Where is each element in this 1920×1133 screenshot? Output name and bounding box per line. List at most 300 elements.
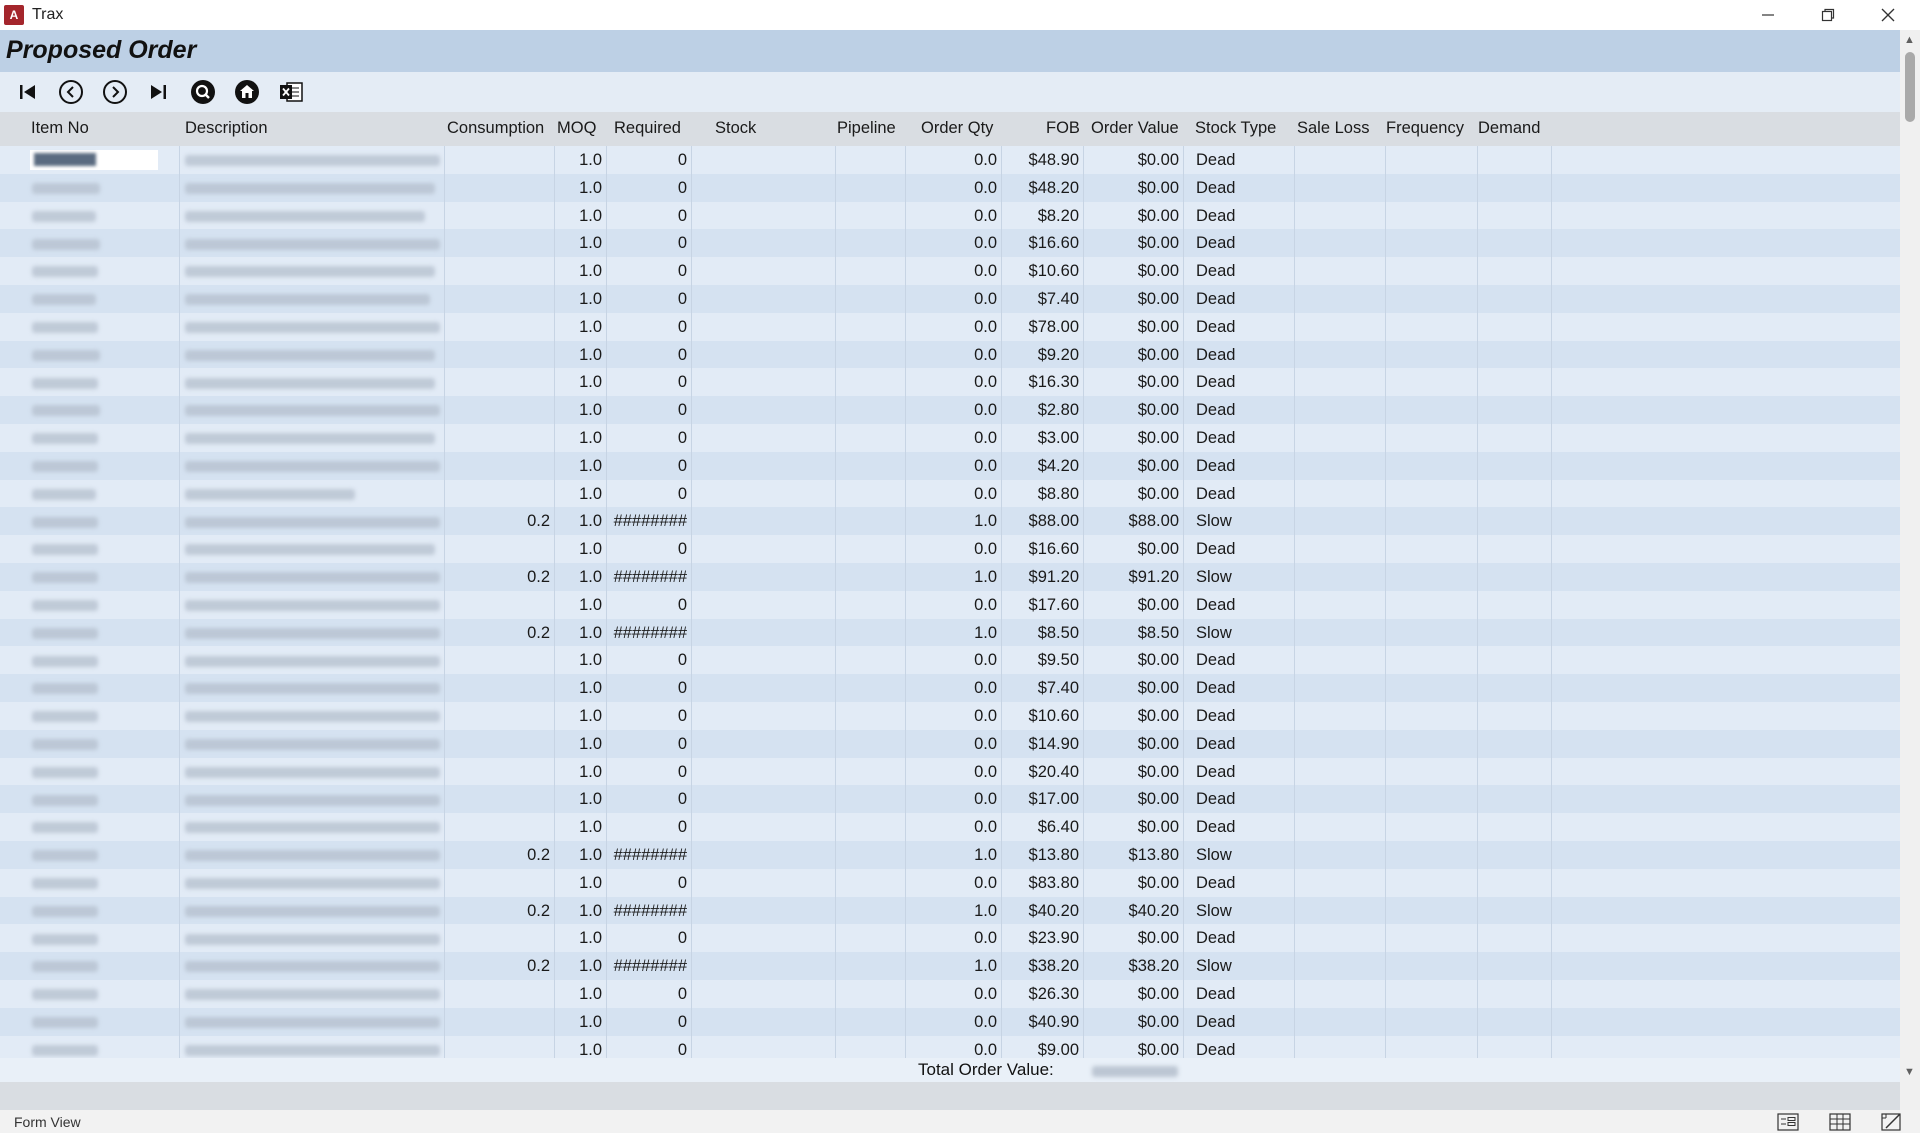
cell-description[interactable] — [180, 285, 445, 313]
cell-order-value[interactable]: $0.00 — [1084, 758, 1184, 786]
cell-stock-type[interactable]: Dead — [1192, 202, 1295, 230]
cell-required[interactable]: 0 — [611, 702, 692, 730]
cell-stock[interactable] — [716, 341, 836, 369]
cell-order-value[interactable]: $0.00 — [1084, 424, 1184, 452]
cell-consumption[interactable] — [445, 980, 555, 1008]
cell-sale-loss[interactable] — [1295, 480, 1386, 508]
cell-description[interactable] — [180, 507, 445, 535]
cell-consumption[interactable] — [445, 285, 555, 313]
cell-frequency[interactable] — [1386, 396, 1478, 424]
cell-moq[interactable]: 1.0 — [555, 341, 607, 369]
cell-required[interactable]: ######## — [611, 952, 692, 980]
cell-description[interactable] — [180, 619, 445, 647]
cell-consumption[interactable]: 0.2 — [445, 507, 555, 535]
cell-stock[interactable] — [716, 563, 836, 591]
cell-frequency[interactable] — [1386, 480, 1478, 508]
cell-order-qty[interactable]: 0.0 — [906, 285, 1002, 313]
cell-pipeline[interactable] — [836, 980, 906, 1008]
cell-moq[interactable]: 1.0 — [555, 507, 607, 535]
cell-description[interactable] — [180, 202, 445, 230]
cell-stock-type[interactable]: Dead — [1192, 480, 1295, 508]
cell-stock[interactable] — [716, 730, 836, 758]
cell-item-no[interactable] — [0, 313, 180, 341]
cell-order-value[interactable]: $0.00 — [1084, 730, 1184, 758]
cell-description[interactable] — [180, 146, 445, 174]
cell-item-no[interactable] — [0, 924, 180, 952]
cell-moq[interactable]: 1.0 — [555, 535, 607, 563]
cell-demand[interactable] — [1478, 563, 1552, 591]
cell-description[interactable] — [180, 952, 445, 980]
cell-description[interactable] — [180, 1008, 445, 1036]
cell-item-no[interactable] — [0, 174, 180, 202]
table-row[interactable] — [0, 674, 1900, 702]
cell-description[interactable] — [180, 313, 445, 341]
cell-stock-type[interactable]: Dead — [1192, 646, 1295, 674]
cell-fob[interactable]: $13.80 — [1002, 841, 1084, 869]
column-header-item-no[interactable]: Item No — [31, 119, 89, 137]
cell-fob[interactable]: $10.60 — [1002, 257, 1084, 285]
cell-demand[interactable] — [1478, 980, 1552, 1008]
cell-frequency[interactable] — [1386, 452, 1478, 480]
cell-item-no[interactable] — [0, 785, 180, 813]
cell-order-qty[interactable]: 1.0 — [906, 619, 1002, 647]
cell-demand[interactable] — [1478, 396, 1552, 424]
cell-description[interactable] — [180, 869, 445, 897]
cell-demand[interactable] — [1478, 1008, 1552, 1036]
cell-sale-loss[interactable] — [1295, 257, 1386, 285]
cell-order-value[interactable]: $0.00 — [1084, 452, 1184, 480]
cell-stock-type[interactable]: Dead — [1192, 146, 1295, 174]
cell-order-value[interactable]: $13.80 — [1084, 841, 1184, 869]
cell-required[interactable]: 0 — [611, 785, 692, 813]
cell-order-qty[interactable]: 0.0 — [906, 396, 1002, 424]
cell-pipeline[interactable] — [836, 646, 906, 674]
cell-fob[interactable]: $2.80 — [1002, 396, 1084, 424]
cell-demand[interactable] — [1478, 452, 1552, 480]
cell-order-qty[interactable]: 0.0 — [906, 646, 1002, 674]
column-header-pipeline[interactable]: Pipeline — [837, 119, 896, 137]
cell-pipeline[interactable] — [836, 480, 906, 508]
table-row[interactable] — [0, 841, 1900, 869]
cell-stock[interactable] — [716, 619, 836, 647]
cell-order-qty[interactable]: 0.0 — [906, 424, 1002, 452]
cell-moq[interactable]: 1.0 — [555, 229, 607, 257]
cell-frequency[interactable] — [1386, 591, 1478, 619]
cell-stock-type[interactable]: Dead — [1192, 285, 1295, 313]
cell-item-no[interactable] — [0, 396, 180, 424]
cell-order-qty[interactable]: 0.0 — [906, 480, 1002, 508]
cell-frequency[interactable] — [1386, 507, 1478, 535]
cell-order-qty[interactable]: 0.0 — [906, 785, 1002, 813]
cell-pipeline[interactable] — [836, 952, 906, 980]
cell-description[interactable] — [180, 702, 445, 730]
table-row[interactable] — [0, 980, 1900, 1008]
table-row[interactable] — [0, 897, 1900, 925]
cell-consumption[interactable] — [445, 341, 555, 369]
design-view-button[interactable] — [1880, 1112, 1904, 1132]
form-view-button[interactable] — [1776, 1112, 1800, 1132]
cell-stock-type[interactable]: Slow — [1192, 841, 1295, 869]
cell-moq[interactable]: 1.0 — [555, 758, 607, 786]
cell-stock[interactable] — [716, 313, 836, 341]
cell-consumption[interactable]: 0.2 — [445, 952, 555, 980]
cell-item-no[interactable] — [0, 535, 180, 563]
cell-moq[interactable]: 1.0 — [555, 924, 607, 952]
cell-frequency[interactable] — [1386, 174, 1478, 202]
cell-required[interactable]: ######## — [611, 619, 692, 647]
cell-description[interactable] — [180, 257, 445, 285]
column-header-order-value[interactable]: Order Value — [1091, 119, 1179, 137]
cell-sale-loss[interactable] — [1295, 924, 1386, 952]
cell-stock-type[interactable]: Dead — [1192, 758, 1295, 786]
cell-frequency[interactable] — [1386, 813, 1478, 841]
cell-moq[interactable]: 1.0 — [555, 591, 607, 619]
cell-sale-loss[interactable] — [1295, 869, 1386, 897]
cell-item-no[interactable] — [0, 841, 180, 869]
cell-stock[interactable] — [716, 396, 836, 424]
cell-order-qty[interactable]: 0.0 — [906, 452, 1002, 480]
cell-required[interactable]: ######## — [611, 507, 692, 535]
cell-required[interactable]: 0 — [611, 341, 692, 369]
cell-item-no[interactable] — [0, 285, 180, 313]
cell-fob[interactable]: $17.00 — [1002, 785, 1084, 813]
cell-required[interactable]: ######## — [611, 841, 692, 869]
cell-stock-type[interactable]: Slow — [1192, 619, 1295, 647]
cell-frequency[interactable] — [1386, 146, 1478, 174]
cell-moq[interactable]: 1.0 — [555, 452, 607, 480]
column-header-moq[interactable]: MOQ — [557, 119, 597, 137]
cell-stock-type[interactable]: Dead — [1192, 229, 1295, 257]
cell-required[interactable]: ######## — [611, 563, 692, 591]
cell-consumption[interactable] — [445, 730, 555, 758]
cell-stock[interactable] — [716, 591, 836, 619]
cell-frequency[interactable] — [1386, 1008, 1478, 1036]
cell-sale-loss[interactable] — [1295, 702, 1386, 730]
cell-frequency[interactable] — [1386, 535, 1478, 563]
cell-consumption[interactable] — [445, 1008, 555, 1036]
cell-stock-type[interactable]: Dead — [1192, 813, 1295, 841]
cell-order-value[interactable]: $0.00 — [1084, 341, 1184, 369]
cell-demand[interactable] — [1478, 285, 1552, 313]
cell-stock-type[interactable]: Dead — [1192, 452, 1295, 480]
cell-pipeline[interactable] — [836, 285, 906, 313]
cell-description[interactable] — [180, 646, 445, 674]
cell-description[interactable] — [180, 229, 445, 257]
cell-order-value[interactable]: $0.00 — [1084, 813, 1184, 841]
cell-item-no[interactable] — [0, 869, 180, 897]
cell-order-qty[interactable]: 0.0 — [906, 813, 1002, 841]
cell-stock-type[interactable]: Dead — [1192, 424, 1295, 452]
cell-fob[interactable]: $9.20 — [1002, 341, 1084, 369]
cell-required[interactable]: 0 — [611, 674, 692, 702]
cell-stock[interactable] — [716, 535, 836, 563]
cell-item-no[interactable] — [0, 702, 180, 730]
cell-moq[interactable]: 1.0 — [555, 1036, 607, 1058]
cell-sale-loss[interactable] — [1295, 1008, 1386, 1036]
cell-sale-loss[interactable] — [1295, 174, 1386, 202]
cell-moq[interactable]: 1.0 — [555, 619, 607, 647]
cell-sale-loss[interactable] — [1295, 980, 1386, 1008]
search-button[interactable] — [188, 77, 218, 107]
cell-pipeline[interactable] — [836, 368, 906, 396]
cell-consumption[interactable] — [445, 229, 555, 257]
cell-fob[interactable]: $7.40 — [1002, 285, 1084, 313]
cell-pipeline[interactable] — [836, 897, 906, 925]
cell-description[interactable] — [180, 396, 445, 424]
cell-sale-loss[interactable] — [1295, 341, 1386, 369]
cell-consumption[interactable] — [445, 646, 555, 674]
cell-stock[interactable] — [716, 897, 836, 925]
cell-sale-loss[interactable] — [1295, 952, 1386, 980]
cell-fob[interactable]: $40.90 — [1002, 1008, 1084, 1036]
cell-consumption[interactable] — [445, 869, 555, 897]
cell-description[interactable] — [180, 563, 445, 591]
cell-order-value[interactable]: $0.00 — [1084, 535, 1184, 563]
cell-description[interactable] — [180, 368, 445, 396]
cell-pipeline[interactable] — [836, 146, 906, 174]
cell-sale-loss[interactable] — [1295, 368, 1386, 396]
cell-pipeline[interactable] — [836, 396, 906, 424]
cell-required[interactable]: 0 — [611, 285, 692, 313]
cell-frequency[interactable] — [1386, 952, 1478, 980]
cell-sale-loss[interactable] — [1295, 563, 1386, 591]
cell-stock-type[interactable]: Dead — [1192, 980, 1295, 1008]
cell-demand[interactable] — [1478, 646, 1552, 674]
cell-demand[interactable] — [1478, 924, 1552, 952]
table-row[interactable] — [0, 730, 1900, 758]
cell-moq[interactable]: 1.0 — [555, 1008, 607, 1036]
cell-demand[interactable] — [1478, 313, 1552, 341]
cell-pipeline[interactable] — [836, 452, 906, 480]
cell-fob[interactable]: $3.00 — [1002, 424, 1084, 452]
table-row[interactable] — [0, 285, 1900, 313]
cell-item-no[interactable] — [0, 619, 180, 647]
cell-description[interactable] — [180, 897, 445, 925]
table-row[interactable] — [0, 785, 1900, 813]
cell-order-qty[interactable]: 0.0 — [906, 980, 1002, 1008]
cell-order-qty[interactable]: 0.0 — [906, 174, 1002, 202]
cell-demand[interactable] — [1478, 785, 1552, 813]
cell-consumption[interactable] — [445, 313, 555, 341]
last-record-button[interactable] — [144, 77, 174, 107]
cell-order-qty[interactable]: 1.0 — [906, 952, 1002, 980]
cell-moq[interactable]: 1.0 — [555, 646, 607, 674]
cell-fob[interactable]: $40.20 — [1002, 897, 1084, 925]
cell-consumption[interactable] — [445, 368, 555, 396]
cell-description[interactable] — [180, 535, 445, 563]
cell-required[interactable]: ######## — [611, 897, 692, 925]
cell-stock-type[interactable]: Dead — [1192, 174, 1295, 202]
cell-stock[interactable] — [716, 285, 836, 313]
cell-fob[interactable]: $8.50 — [1002, 619, 1084, 647]
column-header-required[interactable]: Required — [614, 119, 681, 137]
cell-description[interactable] — [180, 480, 445, 508]
cell-sale-loss[interactable] — [1295, 452, 1386, 480]
cell-moq[interactable]: 1.0 — [555, 257, 607, 285]
cell-frequency[interactable] — [1386, 841, 1478, 869]
cell-description[interactable] — [180, 924, 445, 952]
cell-consumption[interactable]: 0.2 — [445, 563, 555, 591]
cell-order-value[interactable]: $0.00 — [1084, 202, 1184, 230]
cell-stock[interactable] — [716, 1036, 836, 1058]
cell-pipeline[interactable] — [836, 674, 906, 702]
cell-required[interactable]: 0 — [611, 730, 692, 758]
cell-description[interactable] — [180, 785, 445, 813]
cell-order-qty[interactable]: 0.0 — [906, 146, 1002, 174]
cell-stock-type[interactable]: Dead — [1192, 785, 1295, 813]
cell-fob[interactable]: $7.40 — [1002, 674, 1084, 702]
cell-order-qty[interactable]: 1.0 — [906, 563, 1002, 591]
cell-description[interactable] — [180, 591, 445, 619]
cell-moq[interactable]: 1.0 — [555, 396, 607, 424]
table-row[interactable] — [0, 563, 1900, 591]
cell-required[interactable]: 0 — [611, 396, 692, 424]
cell-frequency[interactable] — [1386, 285, 1478, 313]
cell-order-qty[interactable]: 0.0 — [906, 924, 1002, 952]
cell-sale-loss[interactable] — [1295, 146, 1386, 174]
cell-fob[interactable]: $8.20 — [1002, 202, 1084, 230]
cell-sale-loss[interactable] — [1295, 674, 1386, 702]
cell-sale-loss[interactable] — [1295, 619, 1386, 647]
cell-order-qty[interactable]: 0.0 — [906, 202, 1002, 230]
table-row[interactable] — [0, 341, 1900, 369]
cell-pipeline[interactable] — [836, 1008, 906, 1036]
table-row[interactable] — [0, 758, 1900, 786]
cell-frequency[interactable] — [1386, 897, 1478, 925]
cell-demand[interactable] — [1478, 507, 1552, 535]
cell-sale-loss[interactable] — [1295, 813, 1386, 841]
cell-item-no[interactable] — [0, 980, 180, 1008]
cell-demand[interactable] — [1478, 424, 1552, 452]
cell-demand[interactable] — [1478, 813, 1552, 841]
cell-required[interactable]: 0 — [611, 813, 692, 841]
cell-frequency[interactable] — [1386, 563, 1478, 591]
cell-order-value[interactable]: $0.00 — [1084, 646, 1184, 674]
cell-frequency[interactable] — [1386, 869, 1478, 897]
cell-stock-type[interactable]: Dead — [1192, 341, 1295, 369]
cell-stock[interactable] — [716, 646, 836, 674]
cell-order-value[interactable]: $38.20 — [1084, 952, 1184, 980]
cell-required[interactable]: 0 — [611, 480, 692, 508]
cell-sale-loss[interactable] — [1295, 758, 1386, 786]
cell-frequency[interactable] — [1386, 341, 1478, 369]
cell-demand[interactable] — [1478, 202, 1552, 230]
cell-fob[interactable]: $9.50 — [1002, 646, 1084, 674]
cell-fob[interactable]: $48.20 — [1002, 174, 1084, 202]
cell-required[interactable]: 0 — [611, 229, 692, 257]
cell-frequency[interactable] — [1386, 229, 1478, 257]
cell-fob[interactable]: $14.90 — [1002, 730, 1084, 758]
cell-description[interactable] — [180, 841, 445, 869]
table-row[interactable] — [0, 313, 1900, 341]
table-row[interactable] — [0, 1008, 1900, 1036]
cell-order-value[interactable]: $0.00 — [1084, 368, 1184, 396]
cell-item-no[interactable] — [0, 1036, 180, 1058]
cell-order-qty[interactable]: 0.0 — [906, 368, 1002, 396]
cell-stock-type[interactable]: Dead — [1192, 535, 1295, 563]
cell-pipeline[interactable] — [836, 758, 906, 786]
cell-item-no[interactable] — [0, 257, 180, 285]
cell-order-value[interactable]: $0.00 — [1084, 924, 1184, 952]
cell-demand[interactable] — [1478, 368, 1552, 396]
cell-description[interactable] — [180, 1036, 445, 1058]
cell-item-no[interactable] — [0, 813, 180, 841]
scroll-down-arrow-icon[interactable]: ▼ — [1904, 1066, 1915, 1078]
cell-sale-loss[interactable] — [1295, 730, 1386, 758]
restore-button[interactable] — [1798, 0, 1858, 30]
cell-consumption[interactable]: 0.2 — [445, 619, 555, 647]
cell-demand[interactable] — [1478, 869, 1552, 897]
cell-stock[interactable] — [716, 758, 836, 786]
cell-fob[interactable]: $8.80 — [1002, 480, 1084, 508]
cell-pipeline[interactable] — [836, 313, 906, 341]
cell-item-no[interactable] — [0, 452, 180, 480]
cell-order-value[interactable]: $40.20 — [1084, 897, 1184, 925]
table-row[interactable] — [0, 368, 1900, 396]
cell-item-no[interactable] — [0, 952, 180, 980]
cell-fob[interactable]: $16.30 — [1002, 368, 1084, 396]
cell-consumption[interactable] — [445, 924, 555, 952]
cell-pipeline[interactable] — [836, 424, 906, 452]
cell-demand[interactable] — [1478, 257, 1552, 285]
cell-pipeline[interactable] — [836, 869, 906, 897]
cell-required[interactable]: 0 — [611, 202, 692, 230]
cell-fob[interactable]: $26.30 — [1002, 980, 1084, 1008]
cell-item-no[interactable] — [0, 480, 180, 508]
cell-stock[interactable] — [716, 841, 836, 869]
cell-moq[interactable]: 1.0 — [555, 146, 607, 174]
cell-item-no[interactable] — [0, 730, 180, 758]
cell-demand[interactable] — [1478, 674, 1552, 702]
cell-moq[interactable]: 1.0 — [555, 674, 607, 702]
next-record-button[interactable] — [100, 77, 130, 107]
column-header-frequency[interactable]: Frequency — [1386, 119, 1464, 137]
cell-required[interactable]: 0 — [611, 980, 692, 1008]
cell-order-value[interactable]: $88.00 — [1084, 507, 1184, 535]
cell-item-no[interactable] — [0, 424, 180, 452]
cell-order-qty[interactable]: 0.0 — [906, 257, 1002, 285]
cell-required[interactable]: 0 — [611, 424, 692, 452]
cell-description[interactable] — [180, 730, 445, 758]
cell-stock[interactable] — [716, 507, 836, 535]
cell-description[interactable] — [180, 674, 445, 702]
vertical-scrollbar[interactable] — [1900, 30, 1920, 1110]
cell-consumption[interactable] — [445, 1036, 555, 1058]
cell-moq[interactable]: 1.0 — [555, 952, 607, 980]
cell-moq[interactable]: 1.0 — [555, 841, 607, 869]
cell-stock-type[interactable]: Dead — [1192, 869, 1295, 897]
cell-item-no[interactable] — [0, 341, 180, 369]
cell-required[interactable]: 0 — [611, 313, 692, 341]
cell-order-qty[interactable]: 0.0 — [906, 674, 1002, 702]
cell-stock[interactable] — [716, 146, 836, 174]
cell-moq[interactable]: 1.0 — [555, 313, 607, 341]
excel-export-button[interactable] — [276, 77, 306, 107]
cell-demand[interactable] — [1478, 174, 1552, 202]
cell-fob[interactable]: $23.90 — [1002, 924, 1084, 952]
cell-fob[interactable]: $48.90 — [1002, 146, 1084, 174]
table-row[interactable] — [0, 452, 1900, 480]
cell-order-value[interactable]: $0.00 — [1084, 396, 1184, 424]
cell-pipeline[interactable] — [836, 507, 906, 535]
cell-stock[interactable] — [716, 202, 836, 230]
cell-demand[interactable] — [1478, 480, 1552, 508]
table-row[interactable] — [0, 646, 1900, 674]
cell-order-value[interactable]: $0.00 — [1084, 1036, 1184, 1058]
cell-order-qty[interactable]: 1.0 — [906, 897, 1002, 925]
cell-item-no[interactable] — [0, 897, 180, 925]
cell-frequency[interactable] — [1386, 368, 1478, 396]
